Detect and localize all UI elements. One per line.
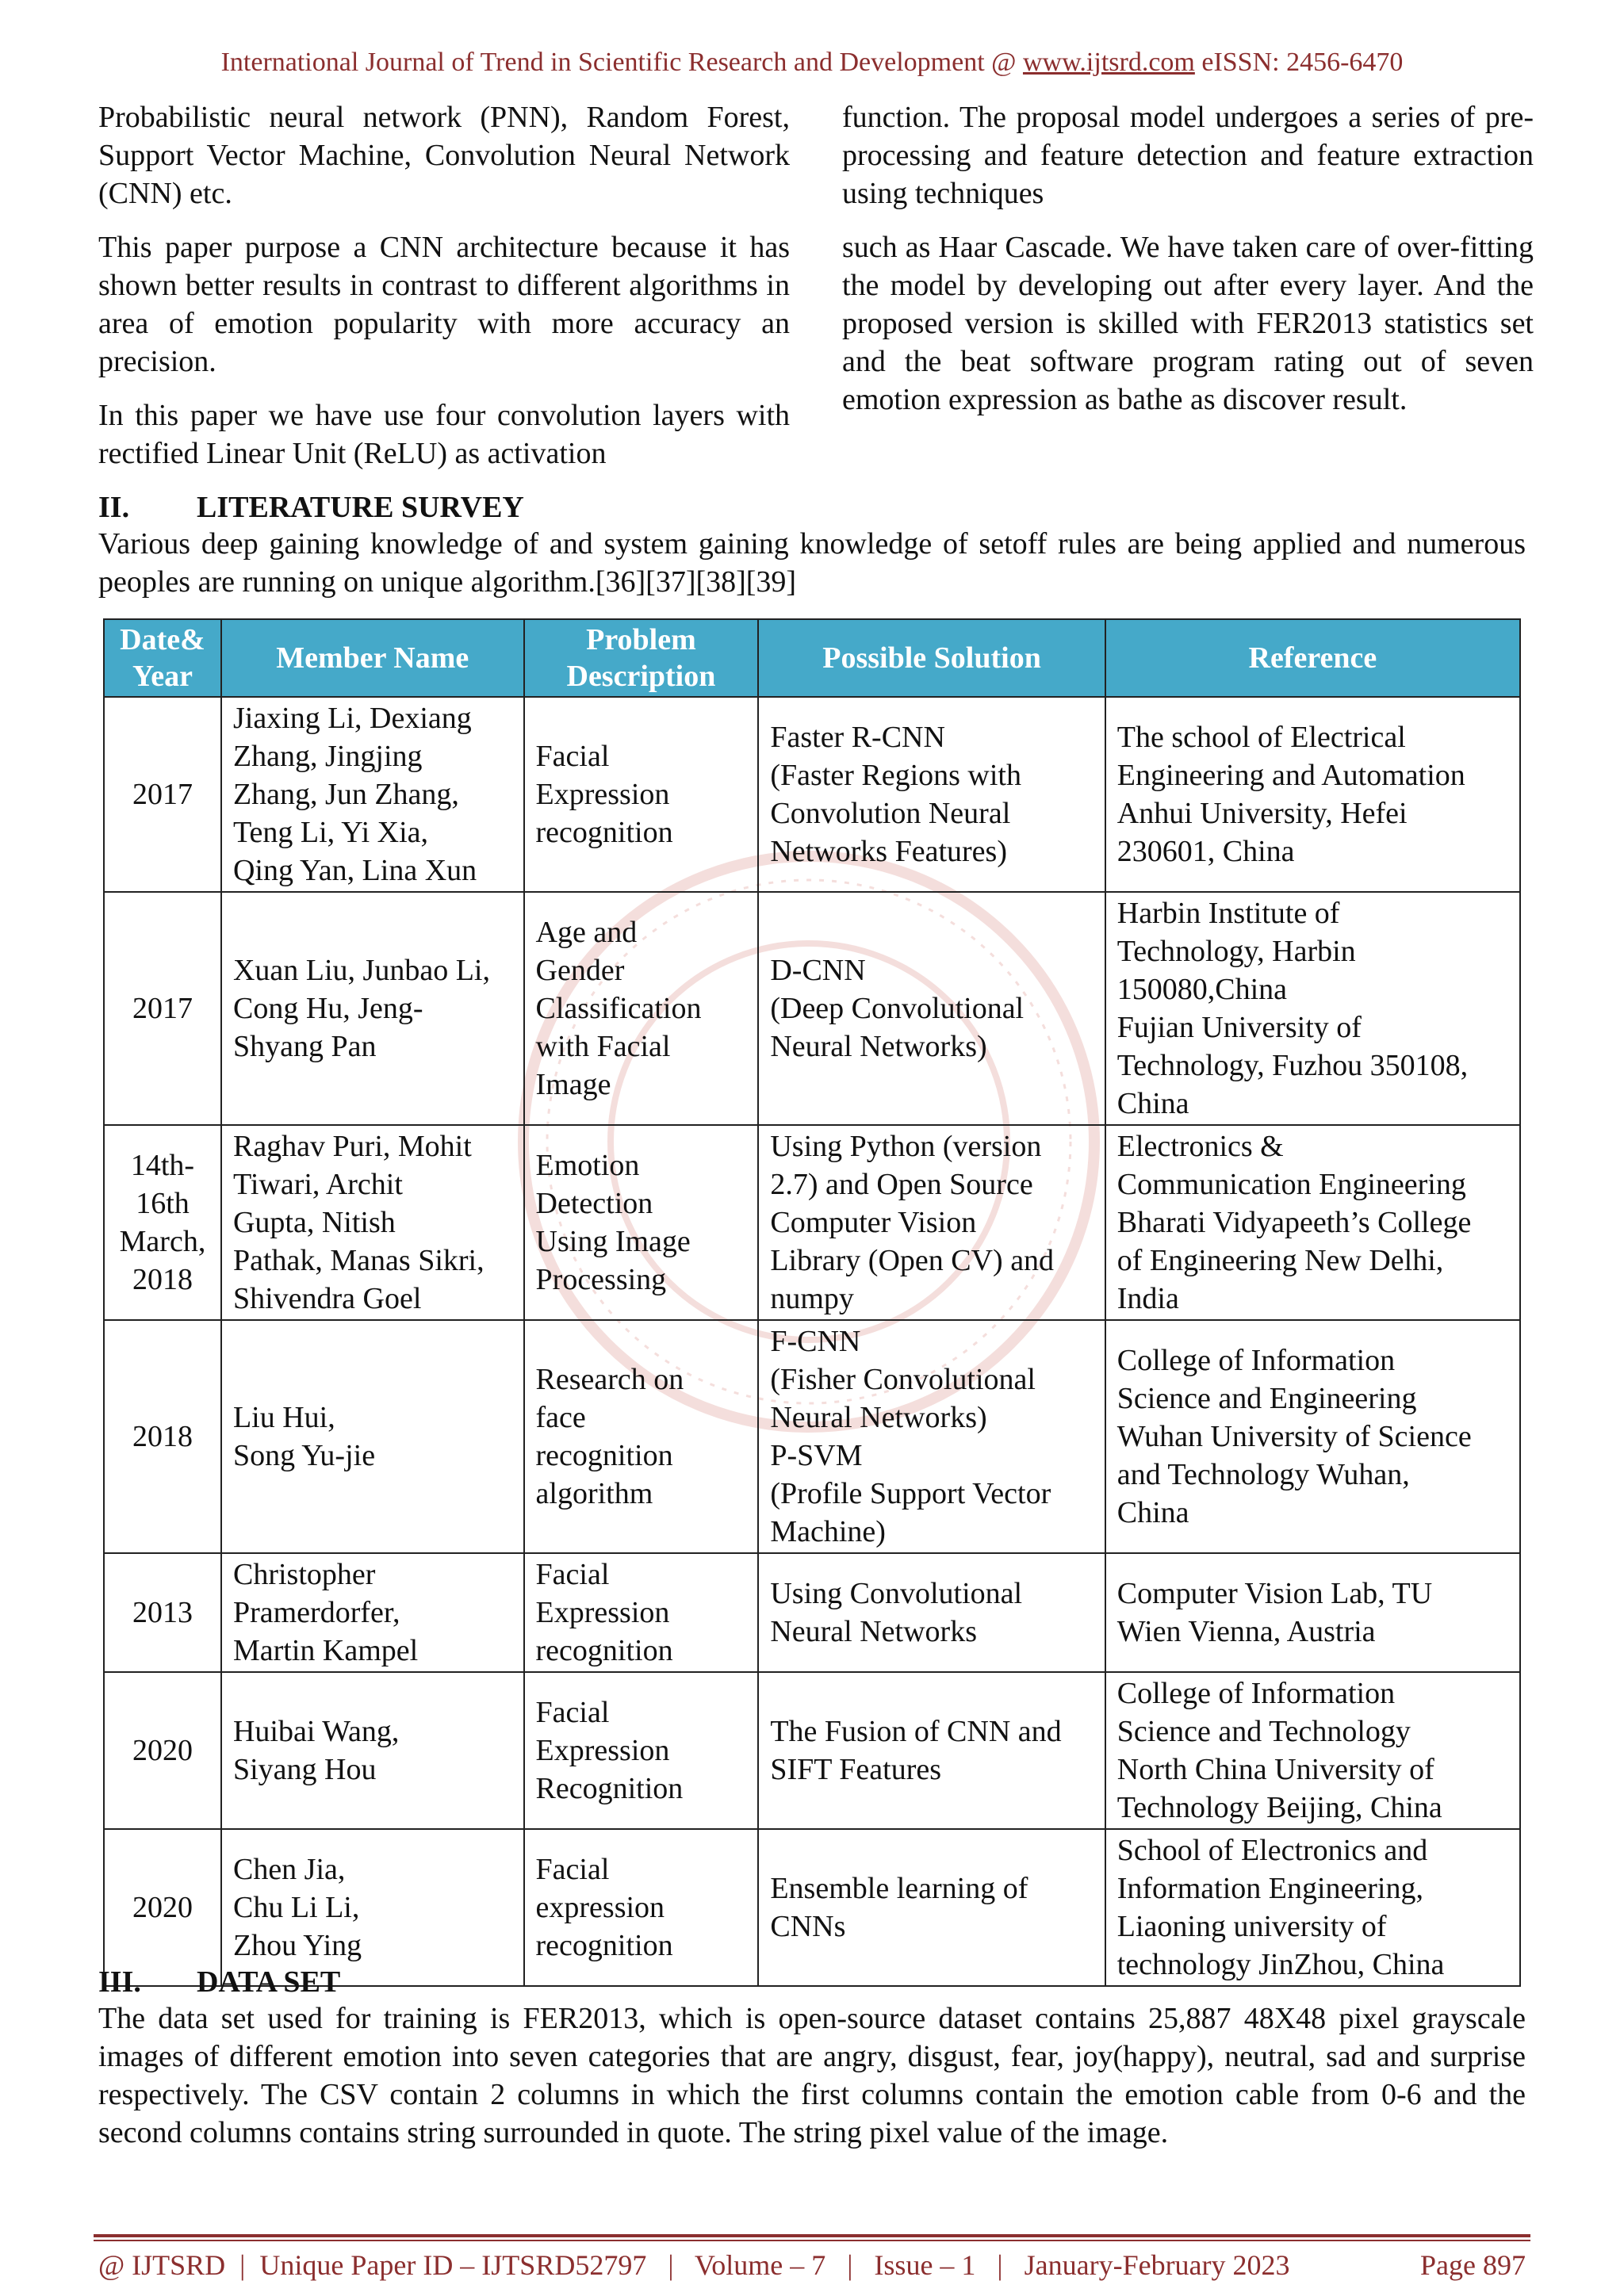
cell-line: P-SVM — [770, 1439, 863, 1472]
cell-line: Xuan Liu, Junbao Li, — [232, 954, 490, 987]
section-heading-data-set — [98, 1963, 340, 2001]
cell-line: 150080,China — [1116, 973, 1288, 1006]
cell-line: Engineering and Automation — [1116, 759, 1465, 792]
cell-line: Using Python (version — [770, 1130, 1042, 1163]
table-row — [104, 697, 1520, 892]
cell-line: 2017 — [132, 992, 193, 1025]
cell-line: F-CNN — [770, 1325, 861, 1358]
cell-line: Neural Networks — [770, 1615, 977, 1648]
cell-line: Image — [535, 1068, 611, 1101]
journal-website-link[interactable]: www.ijtsrd.com — [1022, 48, 1195, 77]
cell-line: Wuhan University of Science — [1116, 1420, 1472, 1453]
cell-line: face — [535, 1401, 586, 1434]
cell-line: of Engineering New Delhi, — [1116, 1244, 1444, 1277]
column-header-problem: Problem Description — [524, 619, 759, 697]
footer-divider — [94, 2234, 1530, 2237]
cell-line: 2018 — [132, 1420, 193, 1453]
cell-line: Machine) — [770, 1515, 886, 1548]
cell-line: Liaoning university of — [1116, 1910, 1387, 1943]
cell-problem-description — [524, 892, 759, 1125]
cell-line: CNNs — [770, 1910, 846, 1943]
literature-survey-table — [103, 618, 1521, 1987]
cell-date — [104, 1553, 221, 1672]
cell-line: Zhang, Jun Zhang, — [232, 778, 459, 811]
table-row — [104, 1672, 1520, 1829]
footer-divider — [94, 2240, 1530, 2241]
cell-line: China — [1116, 1496, 1189, 1529]
column-header-reference: Reference — [1105, 619, 1520, 697]
cell-line: SIFT Features — [770, 1753, 942, 1786]
cell-line: Expression — [535, 1596, 670, 1629]
cell-line: North China University of — [1116, 1753, 1434, 1786]
cell-line: recognition — [535, 816, 673, 849]
cell-line: Faster R-CNN — [770, 721, 945, 754]
cell-line: Shivendra Goel — [232, 1282, 422, 1315]
cell-line: algorithm — [535, 1477, 653, 1510]
cell-line: College of Information — [1116, 1677, 1396, 1710]
cell-line: 230601, China — [1116, 835, 1295, 868]
cell-line: College of Information — [1116, 1344, 1396, 1377]
cell-reference — [1105, 1553, 1520, 1672]
cell-line: with Facial — [535, 1030, 671, 1063]
cell-line: Computer Vision — [770, 1206, 977, 1239]
cell-line: Tiwari, Archit — [232, 1168, 403, 1201]
cell-problem-description — [524, 1125, 759, 1320]
cell-line: Ensemble learning of — [770, 1872, 1028, 1905]
cell-line: 2013 — [132, 1596, 193, 1629]
column-header-solution: Possible Solution — [758, 619, 1105, 697]
cell-reference — [1105, 1829, 1520, 1986]
cell-problem-description — [524, 1672, 759, 1829]
cell-line: Fujian University of — [1116, 1011, 1362, 1044]
cell-line: numpy — [770, 1282, 854, 1315]
cell-line: Wien Vienna, Austria — [1116, 1615, 1376, 1648]
cell-line: Facial — [535, 740, 610, 773]
cell-line: 2018 — [132, 1263, 193, 1296]
cell-line: Age and — [535, 916, 638, 949]
cell-line: Huibai Wang, — [232, 1715, 400, 1748]
section-title: LITERATURE SURVEY — [197, 491, 524, 524]
cell-line: Qing Yan, Lina Xun — [232, 854, 477, 887]
cell-possible-solution — [758, 892, 1105, 1125]
intro-left-column — [98, 98, 790, 488]
cell-line: Using Convolutional — [770, 1577, 1023, 1610]
header-title: International Journal of Trend in Scientific Research and Development @ — [220, 48, 1017, 77]
cell-line: 14th- — [130, 1149, 195, 1182]
table-row — [104, 1125, 1520, 1320]
cell-line: 2017 — [132, 778, 193, 811]
cell-member-names — [221, 1320, 524, 1553]
cell-line: Harbin Institute of — [1116, 897, 1340, 930]
cell-line: Chen Jia, — [232, 1853, 346, 1886]
cell-line: Shyang Pan — [232, 1030, 377, 1063]
cell-line: 16th — [136, 1187, 190, 1220]
table-row — [104, 1320, 1520, 1553]
cell-possible-solution — [758, 1125, 1105, 1320]
cell-line: Expression — [535, 1734, 670, 1767]
cell-line: Science and Technology — [1116, 1715, 1411, 1748]
intro-paragraph: Probabilistic neural network (PNN), Random Forest, Support Vector Machine, Convolution Neural Network (CNN) etc. — [98, 101, 790, 210]
cell-line: Expression — [535, 778, 670, 811]
cell-reference — [1105, 892, 1520, 1125]
cell-line: The school of Electrical — [1116, 721, 1406, 754]
cell-line: Christopher — [232, 1558, 376, 1591]
cell-line: Communication Engineering — [1116, 1168, 1466, 1201]
cell-line: Liu Hui, — [232, 1401, 335, 1434]
cell-line: Gupta, Nitish — [232, 1206, 396, 1239]
cell-member-names — [221, 892, 524, 1125]
intro-right-column — [842, 98, 1534, 434]
cell-line: School of Electronics and — [1116, 1834, 1428, 1867]
intro-paragraph: In this paper we have use four convolution layers with rectified Linear Unit (ReLU) as activation — [98, 399, 790, 470]
cell-date — [104, 892, 221, 1125]
cell-line: Technology, Fuzhou 350108, — [1116, 1049, 1469, 1082]
cell-member-names — [221, 1672, 524, 1829]
cell-line: technology JinZhou, China — [1116, 1948, 1445, 1981]
cell-line: The Fusion of CNN and — [770, 1715, 1062, 1748]
cell-line: (Fisher Convolutional — [770, 1363, 1036, 1396]
cell-line: (Faster Regions with — [770, 759, 1021, 792]
cell-possible-solution — [758, 1672, 1105, 1829]
cell-line: Bharati Vidyapeeth’s College — [1116, 1206, 1472, 1239]
cell-line: Zhou Ying — [232, 1929, 362, 1962]
section-title: DATA SET — [197, 1965, 341, 1999]
page-footer — [98, 2248, 1526, 2282]
table-row — [104, 892, 1520, 1125]
cell-date — [104, 1125, 221, 1320]
cell-line: Technology, Harbin — [1116, 935, 1356, 968]
cell-line: Teng Li, Yi Xia, — [232, 816, 429, 849]
cell-line: Siyang Hou — [232, 1753, 377, 1786]
cell-possible-solution — [758, 1320, 1105, 1553]
cell-line: Chu Li Li, — [232, 1891, 360, 1924]
cell-line: March, — [119, 1225, 206, 1258]
cell-problem-description — [524, 1320, 759, 1553]
cell-line: recognition — [535, 1439, 673, 1472]
cell-line: Pathak, Manas Sikri, — [232, 1244, 485, 1277]
cell-line: Processing — [535, 1263, 667, 1296]
cell-line: Detection — [535, 1187, 653, 1220]
cell-possible-solution — [758, 1553, 1105, 1672]
cell-line: Classification — [535, 992, 702, 1025]
header-issn: eISSN: 2456-6470 — [1201, 48, 1404, 77]
column-header-date: Date& Year — [104, 619, 221, 697]
table-row — [104, 1553, 1520, 1672]
cell-problem-description — [524, 1829, 759, 1986]
cell-reference — [1105, 1672, 1520, 1829]
cell-line: Science and Engineering — [1116, 1382, 1417, 1415]
cell-line: and Technology Wuhan, — [1116, 1458, 1410, 1491]
cell-line: Technology Beijing, China — [1116, 1791, 1442, 1824]
data-set-text: The data set used for training is FER2013, which is open-source dataset contains 25,887 48X48 pixel grayscale images of different emotion into seven categories that are angry, disgust, fear, joy(happy), neutral, sad and surprise respectively. The CSV contain 2 columns in which the first columns contain the emotion cable from 0-6 and the second columns contains string surrounded in quote. The string pixel value of the image. — [98, 2002, 1526, 2149]
cell-line: Emotion — [535, 1149, 640, 1182]
cell-line: Cong Hu, Jeng- — [232, 992, 423, 1025]
cell-line: Anhui University, Hefei — [1116, 797, 1408, 830]
cell-member-names — [221, 1125, 524, 1320]
cell-line: recognition — [535, 1634, 673, 1667]
cell-problem-description — [524, 1553, 759, 1672]
column-header-member: Member Name — [221, 619, 524, 697]
cell-line: Raghav Puri, Mohit — [232, 1130, 472, 1163]
table-header-row — [104, 619, 1520, 697]
cell-line: Facial — [535, 1696, 610, 1729]
intro-paragraph: This paper purpose a CNN architecture because it has shown better results in contrast to different algorithms in area of emotion popularity with more accuracy an precision. — [98, 231, 790, 378]
cell-line: (Deep Convolutional — [770, 992, 1025, 1025]
intro-paragraph: function. The proposal model undergoes a series of pre-processing and feature detection and feature extraction using techniques — [842, 101, 1534, 210]
journal-header — [0, 48, 1624, 78]
cell-line: recognition — [535, 1929, 673, 1962]
cell-line: Networks Features) — [770, 835, 1007, 868]
cell-line: Electronics & — [1116, 1130, 1284, 1163]
cell-line: Computer Vision Lab, TU — [1116, 1577, 1433, 1610]
cell-possible-solution — [758, 1829, 1105, 1986]
cell-line: Song Yu-jie — [232, 1439, 376, 1472]
cell-line: 2020 — [132, 1734, 193, 1767]
footer-info: @ IJTSRD | Unique Paper ID – IJTSRD52797 | Volume – 7 | Issue – 1 | January-February 2023 — [98, 2249, 1290, 2281]
cell-line: 2.7) and Open Source — [770, 1168, 1033, 1201]
cell-reference — [1105, 1320, 1520, 1553]
cell-line: Martin Kampel — [232, 1634, 419, 1667]
cell-date — [104, 697, 221, 892]
cell-line: Convolution Neural — [770, 797, 1011, 830]
cell-line: Recognition — [535, 1772, 684, 1805]
cell-line: 2020 — [132, 1891, 193, 1924]
section-heading-literature-survey — [98, 488, 524, 526]
cell-line: Using Image — [535, 1225, 691, 1258]
cell-reference — [1105, 1125, 1520, 1320]
cell-date — [104, 1320, 221, 1553]
cell-member-names — [221, 697, 524, 892]
cell-member-names — [221, 1553, 524, 1672]
cell-line: D-CNN — [770, 954, 866, 987]
cell-line: expression — [535, 1891, 665, 1924]
cell-line: India — [1116, 1282, 1179, 1315]
cell-line: Library (Open CV) and — [770, 1244, 1055, 1277]
cell-line: Facial — [535, 1853, 610, 1886]
cell-reference — [1105, 697, 1520, 892]
section-number: III. — [98, 1965, 141, 1999]
cell-date — [104, 1672, 221, 1829]
cell-possible-solution — [758, 697, 1105, 892]
cell-line: Neural Networks) — [770, 1401, 987, 1434]
cell-line: Jiaxing Li, Dexiang — [232, 702, 472, 735]
cell-line: Information Engineering, — [1116, 1872, 1423, 1905]
page-number: Page 897 — [1420, 2249, 1526, 2281]
section-number: II. — [98, 491, 130, 524]
cell-problem-description — [524, 697, 759, 892]
cell-line: Facial — [535, 1558, 610, 1591]
cell-line: Pramerdorfer, — [232, 1596, 400, 1629]
cell-line: Zhang, Jingjing — [232, 740, 423, 773]
cell-line: Research on — [535, 1363, 684, 1396]
intro-paragraph: such as Haar Cascade. We have taken care of over-fitting the model by developing out after every layer. And the proposed version is skilled with FER2013 statistics set and the beat software program rating out of seven emotion expression as bathe as discover result. — [842, 231, 1534, 416]
cell-line: Neural Networks) — [770, 1030, 987, 1063]
cell-line: (Profile Support Vector — [770, 1477, 1051, 1510]
cell-line: China — [1116, 1087, 1189, 1120]
literature-survey-text: Various deep gaining knowledge of and system gaining knowledge of setoff rules are being applied and numerous peoples are running on unique algorithm.[36][37][38][39] — [98, 527, 1526, 599]
cell-line: Gender — [535, 954, 625, 987]
